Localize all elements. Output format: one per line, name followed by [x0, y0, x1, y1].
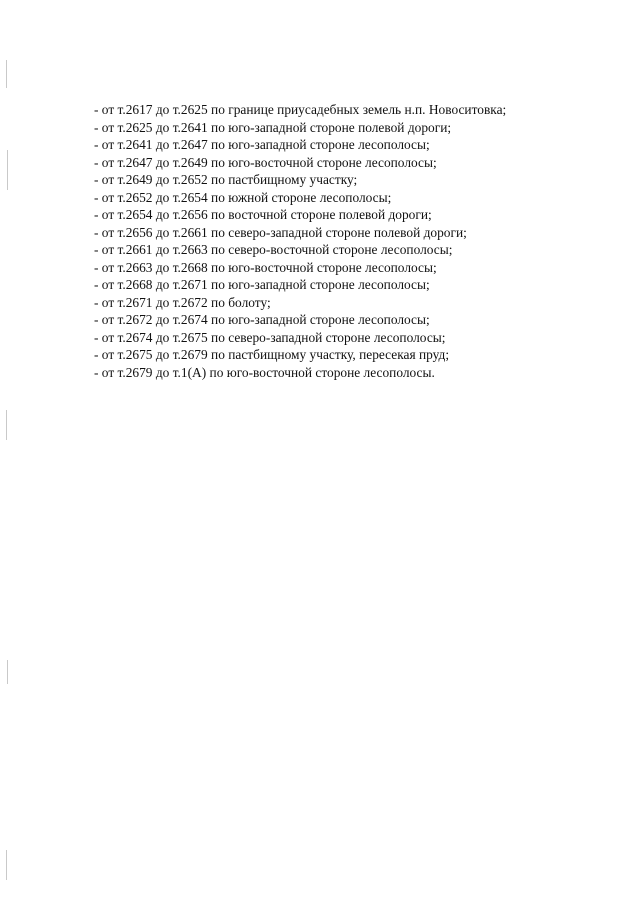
list-item: - от т.2668 до т.2671 по юго-западной стороне лесополосы; [94, 277, 430, 292]
scan-speck [6, 850, 7, 880]
list-item: - от т.2647 до т.2649 по юго-восточной стороне лесополосы; [94, 154, 437, 170]
boundary-description-list [94, 101, 506, 381]
list-item: - от т.2663 до т.2668 по юго-восточной стороне лесополосы; [94, 259, 437, 275]
list-item: - от т.2675 до т.2679 по пастбищному участку, пересекая пруд; [94, 347, 450, 362]
list-item: - от т.2672 до т.2674 по юго-западной стороне лесополосы; [94, 312, 430, 327]
list-item: - от т.2679 до т.1(А) по юго-восточной стороне лесополосы. [94, 364, 435, 380]
list-item: - от т.2654 до т.2656 по восточной стороне полевой дороги; [94, 207, 432, 222]
scan-speck [7, 150, 8, 190]
scan-speck [7, 660, 8, 684]
list-item: - от т.2617 до т.2625 по границе приусадебных земель н.п. Новоситовка; [94, 102, 507, 117]
scan-speck [6, 410, 7, 440]
list-item: - от т.2656 до т.2661 по северо-западной стороне полевой дороги; [94, 224, 467, 240]
list-item: - от т.2661 до т.2663 по северо-восточной стороне лесополосы; [94, 242, 453, 257]
scan-speck [6, 60, 7, 88]
list-item: - от т.2674 до т.2675 по северо-западной стороне лесополосы; [94, 329, 446, 345]
list-item: - от т.2671 до т.2672 по болоту; [94, 294, 271, 310]
list-item: - от т.2641 до т.2647 по юго-западной стороне лесополосы; [94, 137, 430, 152]
list-item: - от т.2649 до т.2652 по пастбищному участку; [94, 172, 358, 187]
list-item: - от т.2625 до т.2641 по юго-западной стороне полевой дороги; [94, 119, 452, 135]
list-item: - от т.2652 до т.2654 по южной стороне лесополосы; [94, 189, 392, 205]
